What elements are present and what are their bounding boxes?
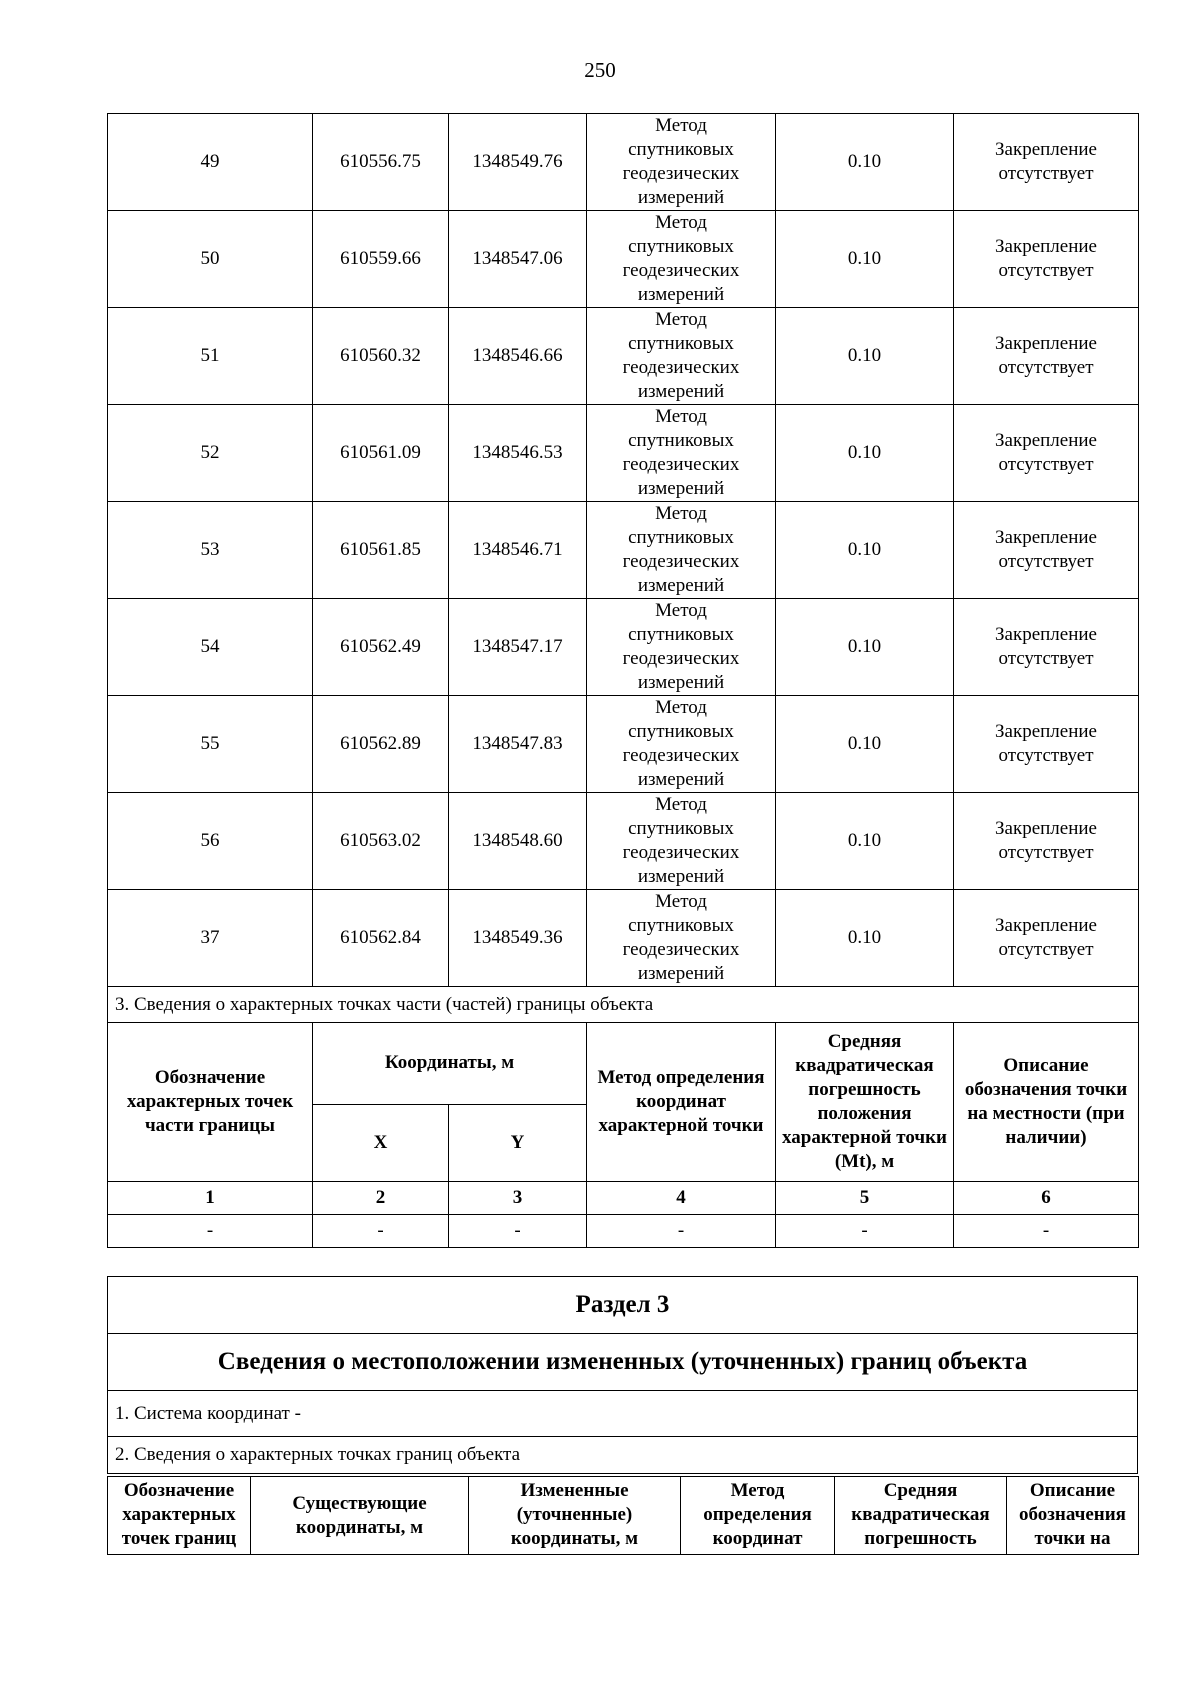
point-fixing [954,114,1139,211]
dash-cell: - [108,1215,313,1248]
point-y: 1348546.53 [449,405,587,502]
point-id: 52 [108,405,313,502]
point-x: 610562.49 [313,599,449,696]
method-line: геодезических [622,163,740,184]
method-line: геодезических [622,939,740,960]
bh-existing-coords: Существующие координаты, м [251,1477,469,1555]
point-id: 55 [108,696,313,793]
method-line: измерений [637,963,725,984]
parts-header-row [108,1023,1139,1105]
point-x: 610563.02 [313,793,449,890]
method-line: Метод [655,115,707,136]
table-row [108,502,1139,599]
fixing-line: отсутствует [998,260,1094,281]
fixing-line: Закрепление [995,236,1097,257]
fixing-line: отсутствует [998,745,1094,766]
point-accuracy: 0.10 [776,599,954,696]
fixing-line: отсутствует [998,648,1094,669]
method-line: Метод [655,503,707,524]
point-x: 610560.32 [313,308,449,405]
point-method [587,405,776,502]
dash-cell: - [449,1215,587,1248]
method-line: Метод [655,600,707,621]
header-point-designation: Обозначение характерных точек части границы [108,1023,313,1182]
point-accuracy: 0.10 [776,696,954,793]
section-part-caption: 3. Сведения о характерных точках части (частей) границы объекта [108,987,1139,1023]
method-line: измерений [637,866,725,887]
fixing-line: Закрепление [995,333,1097,354]
point-id: 37 [108,890,313,987]
point-y: 1348547.17 [449,599,587,696]
point-y: 1348549.36 [449,890,587,987]
method-line: Метод [655,794,707,815]
header-method: Метод определения координат характерной точки [587,1023,776,1182]
col-number-1: 1 [108,1182,313,1215]
bh-changed-coords: Измененные (уточненные) координаты, м [469,1477,681,1555]
point-y: 1348548.60 [449,793,587,890]
table-row [108,696,1139,793]
method-line: Метод [655,212,707,233]
point-fixing [954,502,1139,599]
dash-cell: - [313,1215,449,1248]
point-accuracy: 0.10 [776,502,954,599]
coord-system-line: 1. Система координат - [108,1391,1138,1437]
col-number-4: 4 [587,1182,776,1215]
point-x: 610562.89 [313,696,449,793]
fixing-line: Закрепление [995,527,1097,548]
point-x: 610561.85 [313,502,449,599]
table-row [108,405,1139,502]
fixing-line: Закрепление [995,721,1097,742]
header-accuracy: Средняя квадратическая погрешность положения характерной точки (Mt), м [776,1023,954,1182]
point-id: 56 [108,793,313,890]
page-number: 250 [584,58,616,82]
col-number-2: 2 [313,1182,449,1215]
method-line: спутниковых [628,721,734,742]
method-line: спутниковых [628,139,734,160]
method-line: спутниковых [628,333,734,354]
point-method [587,696,776,793]
method-line: Метод [655,891,707,912]
point-x: 610559.66 [313,211,449,308]
dash-cell: - [954,1215,1139,1248]
point-fixing [954,211,1139,308]
table-row [108,308,1139,405]
table-row [108,890,1139,987]
method-line: спутниковых [628,527,734,548]
table-row [108,793,1139,890]
method-line: измерений [637,381,725,402]
point-accuracy: 0.10 [776,890,954,987]
method-line: измерений [637,769,725,790]
col-number-6: 6 [954,1182,1139,1215]
fixing-line: отсутствует [998,163,1094,184]
point-fixing [954,599,1139,696]
point-y: 1348547.83 [449,696,587,793]
point-method [587,502,776,599]
bh-description: Описание обозначения точки на [1007,1477,1139,1555]
method-line: геодезических [622,454,740,475]
point-fixing [954,890,1139,987]
method-line: измерений [637,284,725,305]
bh-accuracy: Средняя квадратическая погрешность [835,1477,1007,1555]
method-line: спутниковых [628,236,734,257]
fixing-line: отсутствует [998,939,1094,960]
point-id: 49 [108,114,313,211]
method-line: спутниковых [628,624,734,645]
point-accuracy: 0.10 [776,405,954,502]
method-line: измерений [637,672,725,693]
method-line: спутниковых [628,430,734,451]
table-row [108,114,1139,211]
fixing-line: Закрепление [995,624,1097,645]
point-x: 610561.09 [313,405,449,502]
point-accuracy: 0.10 [776,793,954,890]
changed-boundaries-header [107,1476,1139,1555]
point-fixing [954,308,1139,405]
dash-cell: - [776,1215,954,1248]
method-line: Метод [655,406,707,427]
dash-cell: - [587,1215,776,1248]
header-y: Y [449,1104,587,1182]
col-number-3: 3 [449,1182,587,1215]
point-id: 50 [108,211,313,308]
section3-table [107,1276,1138,1474]
fixing-line: Закрепление [995,139,1097,160]
point-y: 1348549.76 [449,114,587,211]
fixing-line: отсутствует [998,551,1094,572]
method-line: измерений [637,575,725,596]
bh-point-designation: Обозначение характерных точек границ [108,1477,251,1555]
point-fixing [954,793,1139,890]
point-method [587,793,776,890]
bh-method: Метод определения координат [681,1477,835,1555]
point-accuracy: 0.10 [776,211,954,308]
point-x: 610562.84 [313,890,449,987]
header-x: X [313,1104,449,1182]
table-row [108,599,1139,696]
column-numbers-row [108,1182,1139,1215]
fixing-line: отсутствует [998,842,1094,863]
section-part-row [108,987,1139,1023]
method-line: измерений [637,478,725,499]
point-fixing [954,696,1139,793]
method-line: геодезических [622,648,740,669]
point-accuracy: 0.10 [776,114,954,211]
fixing-line: отсутствует [998,454,1094,475]
method-line: геодезических [622,551,740,572]
col-number-5: 5 [776,1182,954,1215]
method-line: геодезических [622,842,740,863]
fixing-line: Закрепление [995,915,1097,936]
point-method [587,211,776,308]
method-line: геодезических [622,260,740,281]
section3-title: Раздел 3 [108,1277,1138,1334]
dash-row [108,1215,1139,1248]
point-y: 1348546.71 [449,502,587,599]
table-row [108,211,1139,308]
fixing-line: Закрепление [995,818,1097,839]
header-coordinates: Координаты, м [313,1023,587,1105]
points-info-line: 2. Сведения о характерных точках границ объекта [108,1437,1138,1474]
point-id: 54 [108,599,313,696]
point-y: 1348546.66 [449,308,587,405]
fixing-line: отсутствует [998,357,1094,378]
method-line: Метод [655,697,707,718]
fixing-line: Закрепление [995,430,1097,451]
point-method [587,308,776,405]
section3-subtitle: Сведения о местоположении измененных (уточненных) границ объекта [108,1334,1138,1391]
method-line: измерений [637,187,725,208]
point-id: 51 [108,308,313,405]
method-line: геодезических [622,357,740,378]
point-method [587,114,776,211]
point-method [587,599,776,696]
header-description: Описание обозначения точки на местности (при наличии) [954,1023,1139,1182]
point-accuracy: 0.10 [776,308,954,405]
method-line: спутниковых [628,915,734,936]
point-x: 610556.75 [313,114,449,211]
point-fixing [954,405,1139,502]
method-line: геодезических [622,745,740,766]
point-y: 1348547.06 [449,211,587,308]
method-line: спутниковых [628,818,734,839]
point-method [587,890,776,987]
point-id: 53 [108,502,313,599]
method-line: Метод [655,309,707,330]
points-table [107,113,1139,1248]
